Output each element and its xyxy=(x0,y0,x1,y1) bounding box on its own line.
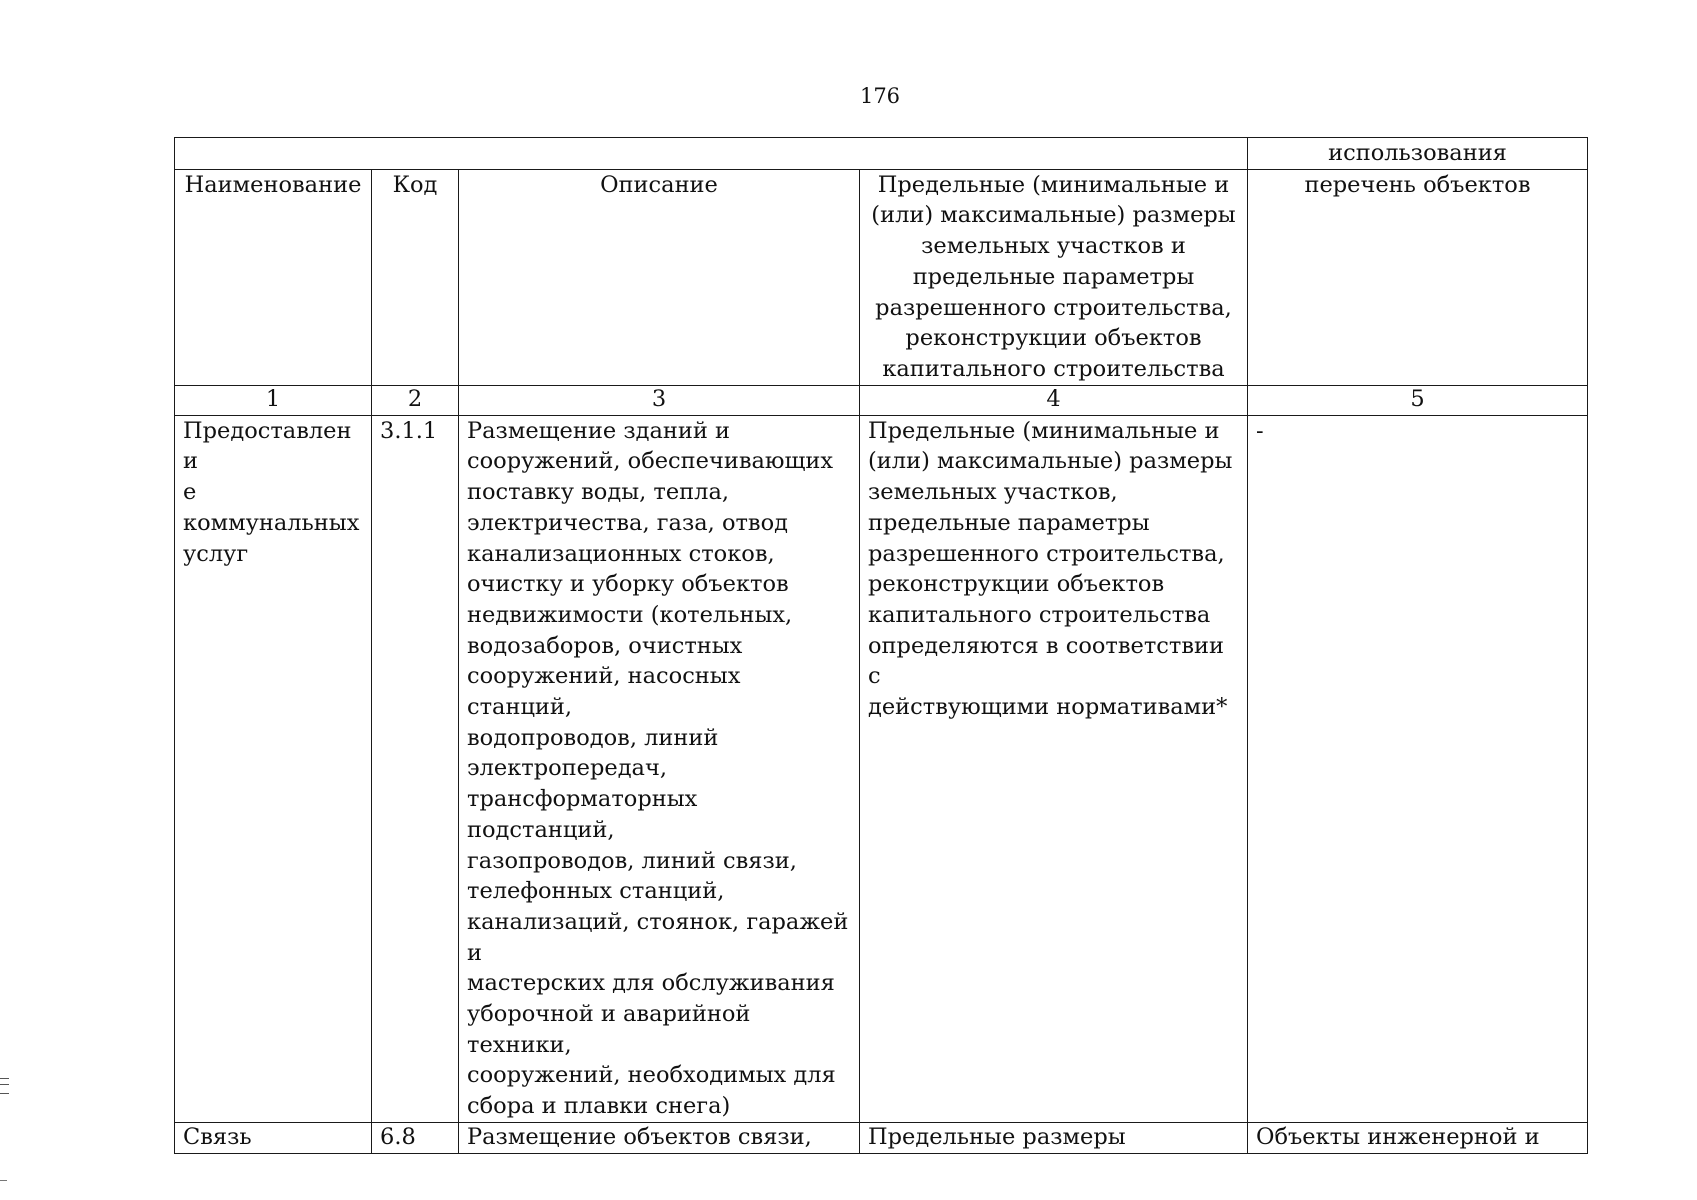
land-use-table xyxy=(174,137,1588,1154)
column-number: 2 xyxy=(372,385,459,415)
header-limits: Предельные (минимальные и (или) максимальные) размеры земельных участков и предельные параметры разрешенного строительства, реконструкции объектов капитального строительства xyxy=(860,169,1248,385)
table-continuation-row xyxy=(175,138,1588,170)
scan-margin-mark xyxy=(0,1078,9,1094)
column-number: 3 xyxy=(459,385,860,415)
column-number: 5 xyxy=(1248,385,1588,415)
header-description: Описание xyxy=(459,169,860,385)
header-objects: перечень объектов xyxy=(1248,169,1588,385)
row-name: Предоставлени е коммунальных услуг xyxy=(175,415,372,1122)
continuation-empty-cell xyxy=(175,138,1248,170)
row-description: Размещение объектов связи, xyxy=(459,1122,860,1153)
table-row xyxy=(175,415,1588,1122)
header-code: Код xyxy=(372,169,459,385)
row-limits: Предельные (минимальные и (или) максимальные) размеры земельных участков, предельные параметры разрешенного строительства, реконструкции объектов капитального строительства определяются в соответствии с действующими нормативами* xyxy=(860,415,1248,1122)
row-code: 3.1.1 xyxy=(372,415,459,1122)
header-name: Наименование xyxy=(175,169,372,385)
continuation-cell-usage: использования xyxy=(1248,138,1588,170)
row-objects: - xyxy=(1248,415,1588,1122)
column-number: 4 xyxy=(860,385,1248,415)
row-description: Размещение зданий и сооружений, обеспечивающих поставку воды, тепла, электричества, газа, отвод канализационных стоков, очистку и уборку объектов недвижимости (котельных, водозаборов, очистных сооружений, насосных станций, водопроводов, линий электропередач, трансформаторных подстанций, газопроводов, линий связи, телефонных станций, канализаций, стоянок, гаражей и мастерских для обслуживания уборочной и аварийной техники, сооружений, необходимых для сбора и плавки снега) xyxy=(459,415,860,1122)
column-number: 1 xyxy=(175,385,372,415)
row-objects: Объекты инженерной и xyxy=(1248,1122,1588,1153)
column-number-row xyxy=(175,385,1588,415)
row-name: Связь xyxy=(175,1122,372,1153)
page-number: 176 xyxy=(859,84,901,108)
row-code: 6.8 xyxy=(372,1122,459,1153)
table-header-row xyxy=(175,169,1588,385)
scan-margin-mark xyxy=(0,1180,7,1181)
table-row xyxy=(175,1122,1588,1153)
row-limits: Предельные размеры xyxy=(860,1122,1248,1153)
